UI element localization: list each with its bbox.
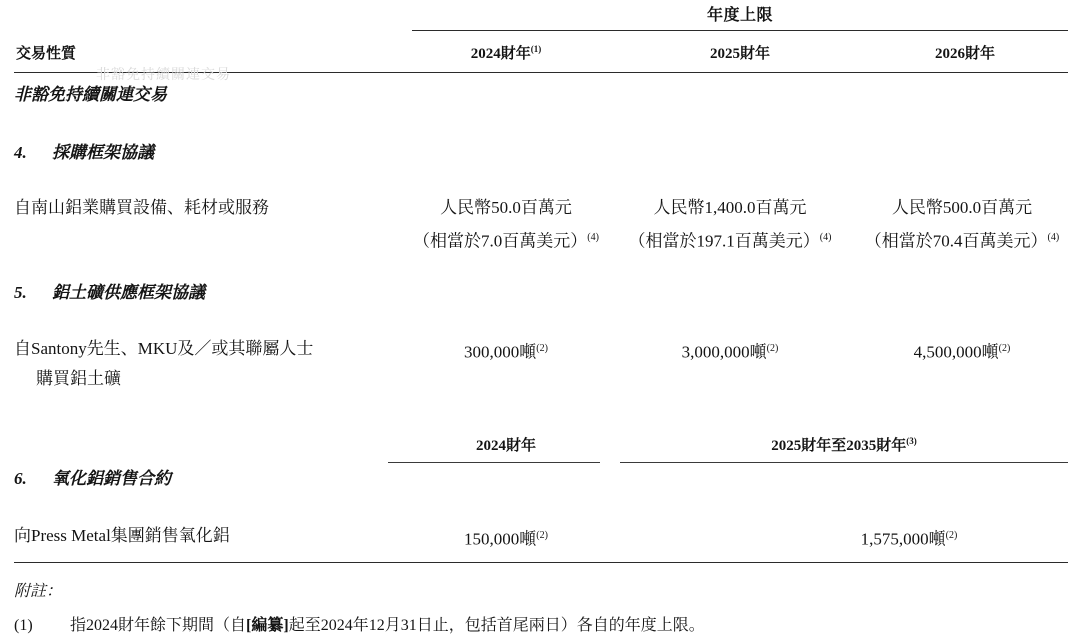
item-6-number: 6. [14,469,27,488]
item-4-heading [14,138,154,163]
column-header-fy2025: 2025財年 [709,46,770,62]
subcolumn-header-fy2025-2035: 2025財年至2035財年$^{(3)}$ [771,436,917,454]
item-4-value-fy2025: 人民幣1,400.0百萬元 （相當於197.1百萬美元）$^{(4)}$ [628,198,832,251]
note-marker-1: (1) [14,617,33,634]
item-5-heading [14,278,205,303]
section-title-non-exempt: 非豁免持續關連交易 [14,85,167,104]
table-rule-bottom [14,562,1068,563]
item-6-title: 氧化鋁銷售合約 [52,469,171,488]
note-text-pre-1: 指2024財年餘下期間（自 [70,617,247,634]
notes-heading: 附註： [14,583,63,600]
note-placeholder-1: [編纂] [246,617,289,634]
item-6-value-fy2024: 150,000噸$^{(2)}$ [464,529,548,549]
item-4-title: 採購框架協議 [52,143,154,162]
item-5-description: 自Santony先生、MKU及／或其聯屬人士 購買鋁土礦 [14,339,314,388]
item-5-number: 5. [14,283,27,302]
item-4-value-fy2024: 人民幣50.0百萬元 （相當於7.0百萬美元）$^{(4)}$ [413,198,599,251]
subcolumn-rule-left [388,462,600,463]
item-6-description: 向Press Metal集團銷售氧化鋁 [14,526,230,545]
header-rule-top [412,30,1068,31]
item-6-heading [14,464,171,489]
subcolumn-header-fy2024: 2024財年 [475,438,536,454]
scan-ghost-text: 非豁免持續關連交易 [96,68,231,83]
column-header-fy2024: 2024財年$^{(1)}$ [470,44,542,62]
note-text-post-1: 起至2024年12月31日止，包括首尾兩日）各自的年度上限。 [288,617,705,634]
column-header-fy2026: 2026財年 [934,46,995,62]
item-4-value-fy2026: 人民幣500.0百萬元 （相當於70.4百萬美元）$^{(4)}$ [864,198,1060,251]
item-4-description: 自南山鋁業購買設備、耗材或服務 [14,198,269,217]
item-5-value-fy2025: 3,000,000噸$^{(2)}$ [681,342,779,362]
item-5-value-fy2026: 4,500,000噸$^{(2)}$ [913,342,1011,362]
item-5-title: 鋁土礦供應框架協議 [52,283,205,302]
item-4-number: 4. [14,143,27,162]
item-6-value-fy2025-2035: 1,575,000噸$^{(2)}$ [860,529,958,549]
item-5-value-fy2024: 300,000噸$^{(2)}$ [464,342,548,362]
note-entry-1 [14,612,1064,635]
annual-cap-title: 年度上限 [706,7,773,24]
column-header-transaction-nature: 交易性質 [16,46,77,62]
subcolumn-rule-right [620,462,1068,463]
